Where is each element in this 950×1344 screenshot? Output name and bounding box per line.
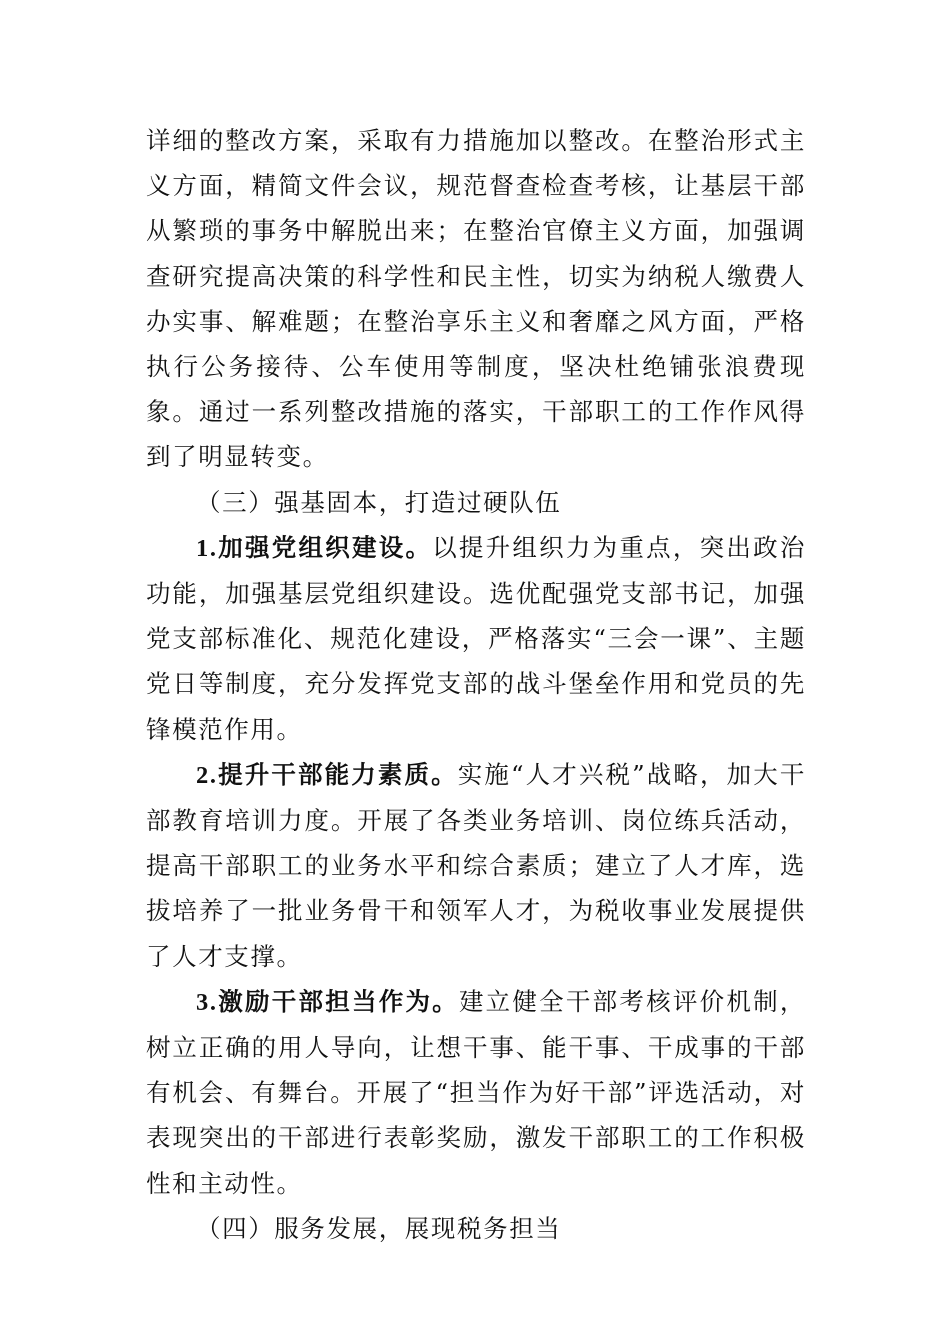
item-cadre-incentive xyxy=(146,979,806,1206)
item-party-organization xyxy=(146,525,806,752)
paragraph-rectification-continued: 详细的整改方案，采取有力措施加以整改。在整治形式主义方面，精简文件会议，规范督查检查考核，让基层干部从繁琐的事务中解脱出来；在整治官僚主义方面，加强调查研究提高决策的科学性和民主性，切实为纳税人缴费人办实事、解难题；在整治享乐主义和奢靡之风方面，严格执行公务接待、公车使用等制度，坚决杜绝铺张浪费现象。通过一系列整改措施的落实，干部职工的工作作风得到了明显转变。 xyxy=(146,126,806,472)
item-number: 2. xyxy=(196,761,218,789)
item-text: 以提升组织力为重点，突出政治功能，加强基层党组织建设。选优配强党支部书记，加强党支部标准化、规范化建设，严格落实“三会一课”、主题党日等制度，充分发挥党支部的战斗堡垒作用和党员的先锋模范作用。 xyxy=(146,532,806,744)
section-heading-3: （三）强基固本，打造过硬队伍 xyxy=(196,487,562,517)
item-title: 激励干部担当作为。 xyxy=(217,986,459,1016)
item-title: 提升干部能力素质。 xyxy=(217,759,458,789)
item-text: 建立健全干部考核评价机制，树立正确的用人导向，让想干事、能干事、干成事的干部有机会、有舞台。开展了“担当作为好干部”评选活动，对表现突出的干部进行表彰奖励，激发干部职工的工作积极性和主动性。 xyxy=(146,986,806,1198)
item-number: 1. xyxy=(196,534,218,562)
section-heading-4: （四）服务发展，展现税务担当 xyxy=(196,1213,562,1243)
item-cadre-ability xyxy=(146,752,806,979)
document-body xyxy=(146,118,806,1251)
item-title: 加强党组织建设。 xyxy=(217,532,433,562)
item-text: 实施“人才兴税”战略，加大干部教育培训力度。开展了各类业务培训、岗位练兵活动，提高干部职工的业务水平和综合素质；建立了人才库，选拔培养了一批业务骨干和领军人才，为税收事业发展提供了人才支撑。 xyxy=(146,759,807,971)
item-number: 3. xyxy=(196,988,218,1016)
